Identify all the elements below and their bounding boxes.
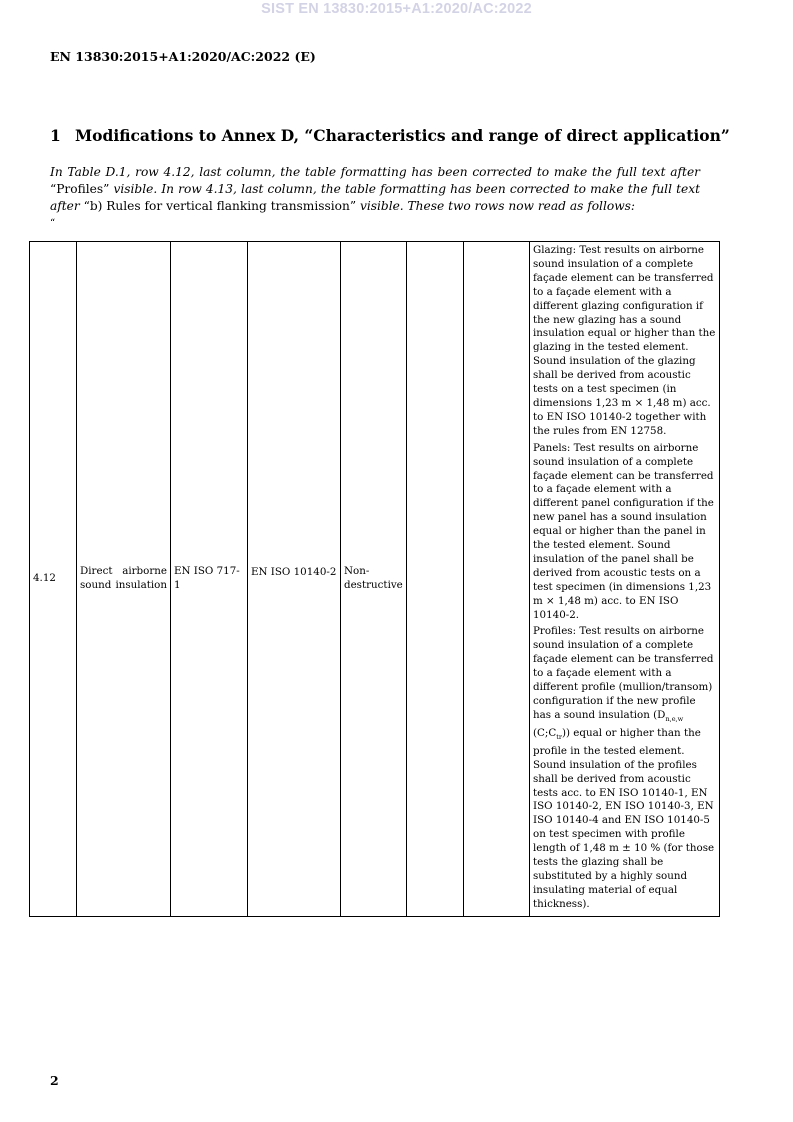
profiles-rule <box>533 625 716 911</box>
profiles-subscript-2: tr <box>556 732 562 741</box>
standard-10140-cell: EN ISO 10140-2 <box>248 242 341 917</box>
profiles-text-c: )) equal or higher than the profile in the tested element. Sound insulation of the profiles shall be derived from acoustic tests acc. to EN ISO 10140-1, EN ISO 10140-2, EN ISO 10140-3, EN ISO 10140-4 and EN ISO 10140-5 on test specimen with profile length of 1,48 m ± 10 % (for those tests the glazing shall be substituted by a highly sound insulating material of equal thickness). <box>533 726 715 910</box>
profiles-subscript-1: n,e,w <box>665 714 684 723</box>
standard-717-cell: EN ISO 717-1 <box>171 242 248 917</box>
empty-cell-7 <box>464 242 530 917</box>
characteristics-table <box>29 241 720 917</box>
page-number: 2 <box>50 1073 59 1088</box>
intro-quote-profiles: “Profiles” <box>50 182 110 196</box>
table-row <box>30 242 720 917</box>
document-identifier: EN 13830:2015+A1:2020/AC:2022 (E) <box>50 49 316 64</box>
profiles-text-b: (C;C <box>533 726 557 739</box>
intro-quote-rules: “b) Rules for vertical flanking transmission” <box>83 199 357 213</box>
panels-rule: Panels: Test results on airborne sound insulation of a complete façade element can be transferred to a façade element with a different panel configuration if the new panel has a sound insulation equal or higher than the panel in the tested element. Sound insulation of the panel shall be derived from acoustic tests on a test specimen (in dimensions 1,23 m × 1,48 m) acc. to EN ISO 10140-2. <box>533 441 714 621</box>
glazing-rule: Glazing: Test results on airborne sound insulation of a complete façade element can be transferred to a façade element with a different glazing configuration if the new glazing has a sound insulation equal or higher than the glazing in the tested element. Sound insulation of the glazing shall be derived from acoustic tests on a test specimen (in dimensions 1,23 m × 1,48 m) acc. to EN ISO 10140-2 together with the rules from EN 12758. <box>533 244 716 437</box>
open-quote-mark: “ <box>50 218 56 229</box>
intro-text-3: visible. These two rows now read as follows: <box>359 199 635 213</box>
direct-application-cell <box>530 242 720 917</box>
section-heading <box>50 126 750 145</box>
intro-paragraph <box>50 164 700 215</box>
row-id-cell: 4.12 <box>30 242 77 917</box>
section-number: 1 <box>50 126 61 145</box>
watermark: SIST EN 13830:2015+A1:2020/AC:2022 <box>261 1 532 17</box>
intro-text-1: In Table D.1, row 4.12, last column, the table formatting has been corrected to make the full text after <box>50 165 700 179</box>
empty-cell-6 <box>407 242 464 917</box>
section-title: Modifications to Annex D, “Characteristics and range of direct application” <box>75 126 730 145</box>
intro-text-2: visible. In row 4.13, last column, the table formatting has been corrected to make the full text after <box>50 182 700 213</box>
characteristic-cell: Direct airborne sound insulation <box>77 242 171 917</box>
test-type-cell: Non-destructive <box>341 242 407 917</box>
profiles-text-a: Profiles: Test results on airborne sound insulation of a complete façade element can be transferred to a façade element with a different profile (mullion/transom) configuration if the new profile has a sound insulation (D <box>533 625 714 721</box>
